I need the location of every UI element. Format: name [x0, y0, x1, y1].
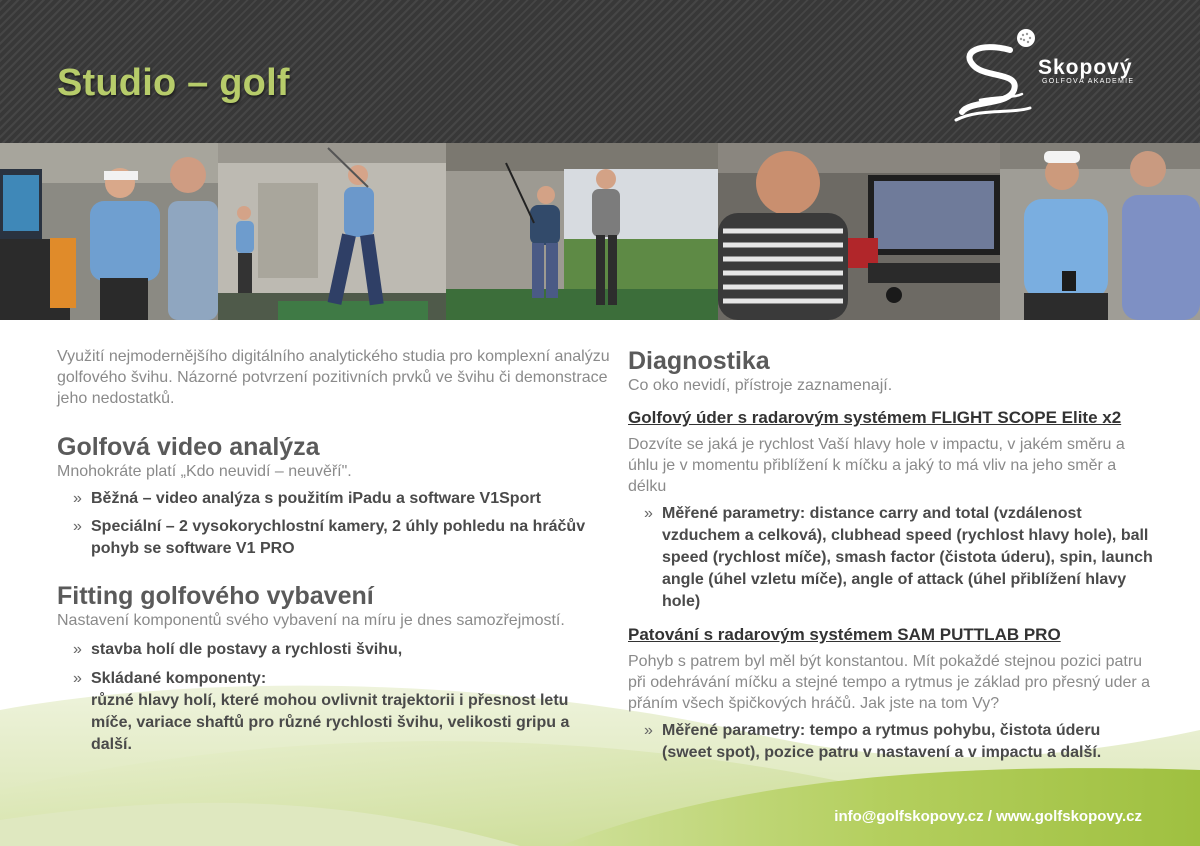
- list-item-text: Běžná – video analýza s použitím iPadu a software V1Sport: [91, 490, 541, 507]
- photo-strip: [0, 143, 1200, 320]
- puttlab-list: [628, 720, 1153, 764]
- fitting-heading: Fitting golfového vybavení: [57, 582, 374, 610]
- bullet-mark: »: [73, 641, 82, 658]
- list-item-title: Skládané komponenty:: [91, 670, 267, 687]
- intro-paragraph: Využití nejmodernějšího digitálního analytického studia pro komplexní analýzu golfového švihu. Názorné potvrzení pozitivních prvků ve švihu či demonstrace jeho nedostatků.: [57, 348, 610, 407]
- photo-swing-open-door: [446, 143, 718, 320]
- list-item-text: Speciální – 2 vysokorychlostní kamery, 2 úhly pohledu na hráčův pohyb se software V1 PRO: [91, 518, 586, 557]
- fitting-list: [57, 639, 612, 756]
- list-item: [57, 639, 612, 661]
- bullet-mark: »: [73, 490, 82, 507]
- footer-contact-link[interactable]: info@golfskopovy.cz / www.golfskopovy.cz: [834, 808, 1142, 825]
- golf-swirl-logo-icon: [950, 28, 1045, 128]
- video-analysis-list: [57, 488, 612, 560]
- photo-tablet-review: [1000, 143, 1200, 320]
- logo-name: Skopový: [1038, 56, 1133, 79]
- left-column: [57, 346, 612, 756]
- list-item: [57, 668, 612, 756]
- bullet-mark: »: [644, 505, 653, 522]
- page-title: Studio – golf: [57, 62, 290, 104]
- list-item: [57, 516, 612, 560]
- photo-video-analysis: [718, 143, 1000, 320]
- bullet-mark: »: [73, 518, 82, 535]
- logo-subtitle: GOLFOVÁ AKADEMIE: [1042, 78, 1135, 85]
- header-banner: [0, 0, 1200, 143]
- list-item: [628, 720, 1153, 764]
- diagnostics-subtitle: Co oko nevidí, přístroje zaznamenají.: [628, 377, 893, 394]
- list-item-text: Měřené parametry: tempo a rytmus pohybu, čistota úderu (sweet spot), pozice patru v nastavení a v impactu a další.: [662, 722, 1102, 761]
- bullet-mark: »: [644, 722, 653, 739]
- puttlab-title: Patování s radarovým systémem SAM PUTTLAB PRO: [628, 625, 1061, 644]
- photo-swing-indoor: [218, 143, 446, 320]
- list-item-text: různé hlavy holí, které mohou ovlivnit trajektorii i přesnost letu míče, variace shaftů pro různé rychlosti švihu, velikosti gripu a další.: [91, 692, 570, 753]
- photo-coach-screen: [0, 143, 218, 320]
- flight-scope-title: Golfový úder s radarovým systémem FLIGHT SCOPE Elite x2: [628, 408, 1122, 427]
- diagnostics-heading: Diagnostika: [628, 347, 770, 375]
- logo: [950, 28, 1160, 128]
- puttlab-paragraph: Pohyb s patrem byl měl být konstantou. Mít pokaždé stejnou pozici patru při odehrávání míčku a stejné tempo a rytmus je základ pro přesný uder a přáním všech špičkových hráčů. Jak jste na tom Vy?: [628, 653, 1151, 712]
- right-column: [628, 346, 1153, 764]
- video-analysis-heading: Golfová video analýza: [57, 433, 320, 461]
- list-item: [628, 503, 1153, 613]
- list-item: [57, 488, 612, 510]
- fitting-subtitle: Nastavení komponentů svého vybavení na míru je dnes samozřejmostí.: [57, 612, 565, 629]
- bullet-mark: »: [73, 670, 82, 687]
- list-item-text: Měřené parametry: distance carry and total (vzdálenost vzduchem a celková), clubhead speed (rychlost hlavy hole), ball speed (rychlost míče), smash factor (čistota úderu), spin, launch angle (úhel vzletu míče), angle of attack (úhel přiblížení hlavy hole): [662, 505, 1153, 610]
- flight-scope-list: [628, 503, 1153, 613]
- flight-scope-paragraph: Dozvíte se jaká je rychlost Vaší hlavy hole v impactu, v jakém směru a úhlu je v momentu přiblížení k míčku a jaký to má vliv na jeho směr a délku: [628, 436, 1125, 495]
- video-analysis-subtitle: Mnohokráte platí „Kdo neuvidí – neuvěří".: [57, 463, 352, 480]
- list-item-text: stavba holí dle postavy a rychlosti švihu,: [91, 641, 403, 658]
